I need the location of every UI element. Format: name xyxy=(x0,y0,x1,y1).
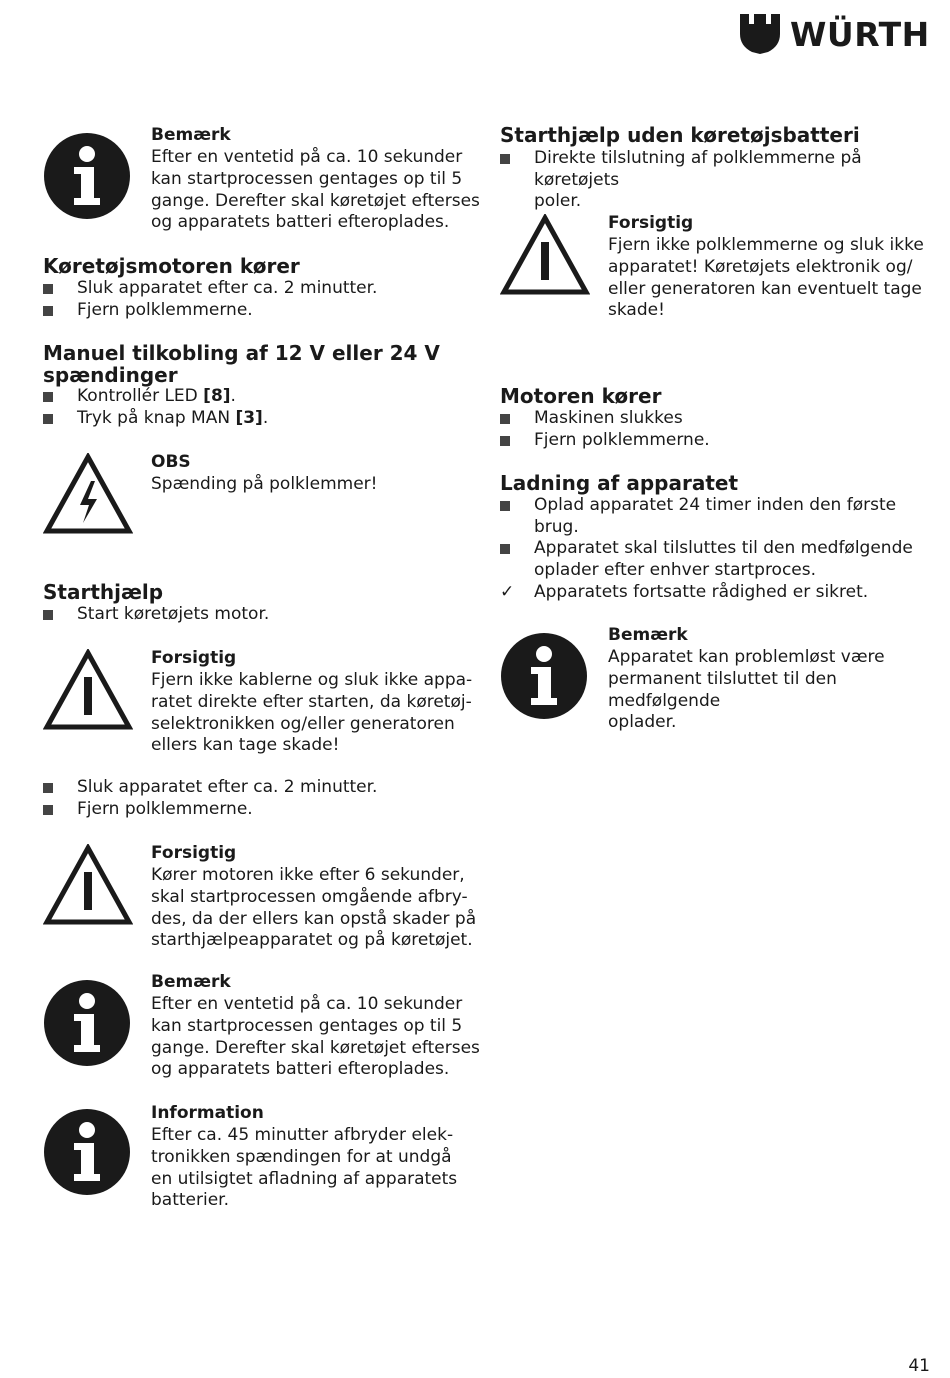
note-title: Bemærk xyxy=(151,972,231,992)
list-manuel-tilkobling xyxy=(43,386,473,429)
square-bullet-icon xyxy=(500,501,510,511)
page-number: 41 xyxy=(908,1356,930,1376)
square-bullet-icon xyxy=(43,414,53,424)
note-title: OBS xyxy=(151,452,191,472)
list-starthjaelp xyxy=(43,604,473,626)
note-text: Spænding på polklemmer! xyxy=(151,474,378,494)
heading-ladning-af-apparatet: Ladning af apparatet xyxy=(500,471,738,495)
note-text: Apparatet kan problemløst være permanent tilsluttet til den medfølgende oplader. xyxy=(608,647,885,733)
info-icon xyxy=(43,979,131,1067)
list-item: Fjern polklemmerne. xyxy=(500,430,940,452)
list-item: Tryk på knap MAN [3]. xyxy=(43,408,473,430)
list-item-result: ✓ Apparatets fortsatte rådighed er sikret. xyxy=(500,581,869,602)
list-sluk-apparatet xyxy=(43,777,473,820)
list-item: Start køretøjets motor. xyxy=(43,604,473,626)
square-bullet-icon xyxy=(43,783,53,793)
list-item: Sluk apparatet efter ca. 2 minutter. xyxy=(43,777,473,799)
note-title: Information xyxy=(151,1103,264,1123)
list-item: Sluk apparatet efter ca. 2 minutter. xyxy=(43,278,473,300)
info-icon xyxy=(500,632,588,720)
list-ladning xyxy=(500,495,940,604)
warning-icon xyxy=(43,844,133,926)
square-bullet-icon xyxy=(43,306,53,316)
note-forsigtig-1 xyxy=(43,647,473,759)
note-bemaerk-right xyxy=(500,624,940,736)
reference-man-button: [3] xyxy=(235,407,263,428)
note-title: Bemærk xyxy=(608,625,688,645)
list-item: Oplad apparatet 24 timer inden den første brug. xyxy=(500,495,940,538)
checkmark-icon: ✓ xyxy=(500,581,515,602)
wurth-logo-icon xyxy=(740,12,780,54)
note-text: Kører motoren ikke efter 6 sekunder, skal startprocessen omgående afbry- des, da der ellers kan opstå skader på starthjælpeapparatet og på køretøjet. xyxy=(151,865,477,951)
list-koretojsmotoren xyxy=(43,278,473,321)
note-title: Bemærk xyxy=(151,125,231,145)
square-bullet-icon xyxy=(43,805,53,815)
list-item: Fjern polklemmerne. xyxy=(43,300,473,322)
note-text: Efter en ventetid på ca. 10 sekunder kan startprocessen gentages op til 5 gange. Derefter skal køretøjet efterses og apparatets batteri efteroplades. xyxy=(151,147,480,233)
note-obs xyxy=(43,451,473,536)
heading-starthjaelp-uden-batteri: Starthjælp uden køretøjsbatteri xyxy=(500,123,860,147)
square-bullet-icon xyxy=(43,392,53,402)
reference-led: [8] xyxy=(203,386,231,406)
note-bemaerk-1 xyxy=(43,124,480,236)
square-bullet-icon xyxy=(500,544,510,554)
square-bullet-icon xyxy=(500,414,510,424)
note-text: Fjern ikke polklemmerne og sluk ikke apparatet! Køretøjets elektronik og/ eller generatoren kan eventuelt tage skade! xyxy=(608,235,924,321)
note-bemaerk-2 xyxy=(43,971,480,1083)
list-item: Kontrollér LED [8]. xyxy=(43,386,473,408)
note-title: Forsigtig xyxy=(608,213,694,233)
heading-manuel-tilkobling: Manuel tilkobling af 12 V eller 24 V spændinger xyxy=(43,341,440,387)
list-item: Direkte tilslutning af polklemmerne på køretøjets poler. xyxy=(500,148,940,213)
heading-koretojsmotoren-korer: Køretøjsmotoren kører xyxy=(43,254,300,278)
info-icon xyxy=(43,132,131,220)
list-item: Apparatet skal tilsluttes til den medfølgende oplader efter enhver startproces. xyxy=(500,538,940,581)
square-bullet-icon xyxy=(500,436,510,446)
heading-motoren-korer: Motoren kører xyxy=(500,384,662,408)
note-forsigtig-right xyxy=(500,212,940,324)
wurth-logo xyxy=(740,12,935,56)
note-text: Efter ca. 45 minutter afbryder elek- tronikken spændingen for at undgå en utilsigtet afladning af apparatets batterier. xyxy=(151,1125,458,1211)
list-starthjaelp-uden-batteri xyxy=(500,148,940,213)
warning-icon xyxy=(500,214,590,296)
warning-icon xyxy=(43,649,133,731)
square-bullet-icon xyxy=(43,284,53,294)
note-text: Fjern ikke kablerne og sluk ikke appa- ratet direkte efter starten, da køretøj- selektronikken og/eller generatoren ellers kan tage skade! xyxy=(151,670,473,756)
high-voltage-warning-icon xyxy=(43,453,133,535)
square-bullet-icon xyxy=(43,610,53,620)
list-item: Maskinen slukkes xyxy=(500,408,940,430)
list-motoren-korer xyxy=(500,408,940,451)
square-bullet-icon xyxy=(500,154,510,164)
list-item: Fjern polklemmerne. xyxy=(43,799,473,821)
note-text: Efter en ventetid på ca. 10 sekunder kan startprocessen gentages op til 5 gange. Derefter skal køretøjet efterses og apparatets batteri efteroplades. xyxy=(151,994,480,1080)
note-title: Forsigtig xyxy=(151,843,237,863)
note-information xyxy=(43,1102,473,1214)
note-forsigtig-2 xyxy=(43,842,483,954)
info-icon xyxy=(43,1108,131,1196)
logo-text: WÜRTH xyxy=(790,15,930,54)
note-title: Forsigtig xyxy=(151,648,237,668)
heading-starthjaelp: Starthjælp xyxy=(43,580,164,604)
